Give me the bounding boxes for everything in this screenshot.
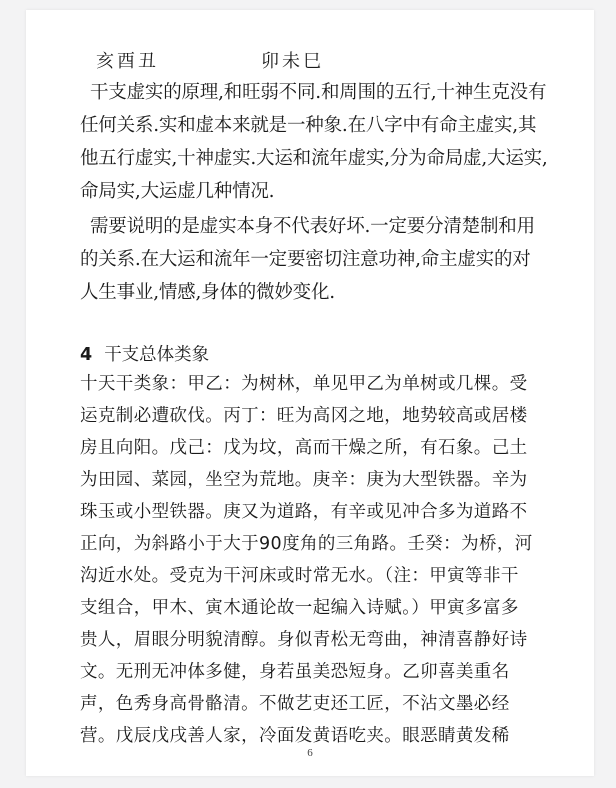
body-line: 支组合，甲木、寅木通论故一起编入诗赋。）甲寅多富多 (80, 598, 519, 618)
body-line: 运克制必遭砍伐。丙丁：旺为高冈之地，地势较高或居楼 (80, 406, 528, 426)
section-number: 4 (80, 345, 93, 365)
section-title: 干支总体类象 (104, 345, 210, 365)
body-line: 贵人，眉眼分明貌清醇。身似青松无弯曲，神清喜静好诗 (80, 630, 528, 650)
paragraph-line: 任何关系.实和虚本来就是一种象.在八字中有命主虚实,其 (80, 115, 537, 136)
paragraph-line: 的关系.在大运和流年一定要密切注意功神,命主虚实的对 (80, 249, 531, 270)
paragraph-line: 需要说明的是虚实本身不代表好坏.一定要分清楚制和用 (90, 216, 535, 237)
paragraph-line: 他五行虚实,十神虚实.大运和流年虚实,分为命局虚,大运实, (80, 148, 548, 169)
body-line: 营。戊辰戊戌善人家，冷面发黄语吃夹。眼恶睛黄发稀 (80, 726, 510, 746)
paragraph-line: 命局实,大运虚几种情况. (80, 181, 275, 202)
section-heading (80, 341, 209, 366)
body-line: 房且向阳。戊己：戊为坟，高而干燥之所，有石象。己土 (80, 438, 528, 458)
body-line: 为田园、菜园，坐空为荒地。庚辛：庚为大型铁器。辛为 (80, 470, 528, 490)
body-line: 声，色秀身高骨骼清。不做艺吏还工匠，不沾文墨必经 (80, 694, 510, 714)
pillar-left: 亥酉丑 (96, 51, 159, 72)
document-page (26, 10, 594, 776)
body-line: 沟近水处。受克为干河床或时常无水。（注：甲寅等非干 (80, 566, 519, 586)
body-line: 文。无刑无冲体多健，身若虽美恐短身。乙卯喜美重名 (80, 662, 510, 682)
body-line: 正向，为斜路小于大于90度角的三角路。壬癸：为桥，河 (80, 534, 533, 554)
pillar-right: 卯未巳 (261, 51, 324, 72)
body-line: 珠玉或小型铁器。庚又为道路，有辛或见冲合多为道路不 (80, 502, 528, 522)
paragraph-line: 人生事业,情感,身体的微妙变化. (80, 282, 335, 303)
body-line: 十天干类象：甲乙：为树林，单见甲乙为单树或几棵。受 (80, 374, 528, 394)
page-number: 6 (307, 747, 313, 759)
paragraph-line: 干支虚实的原理,和旺弱不同.和周围的五行,十神生克没有 (90, 82, 547, 103)
